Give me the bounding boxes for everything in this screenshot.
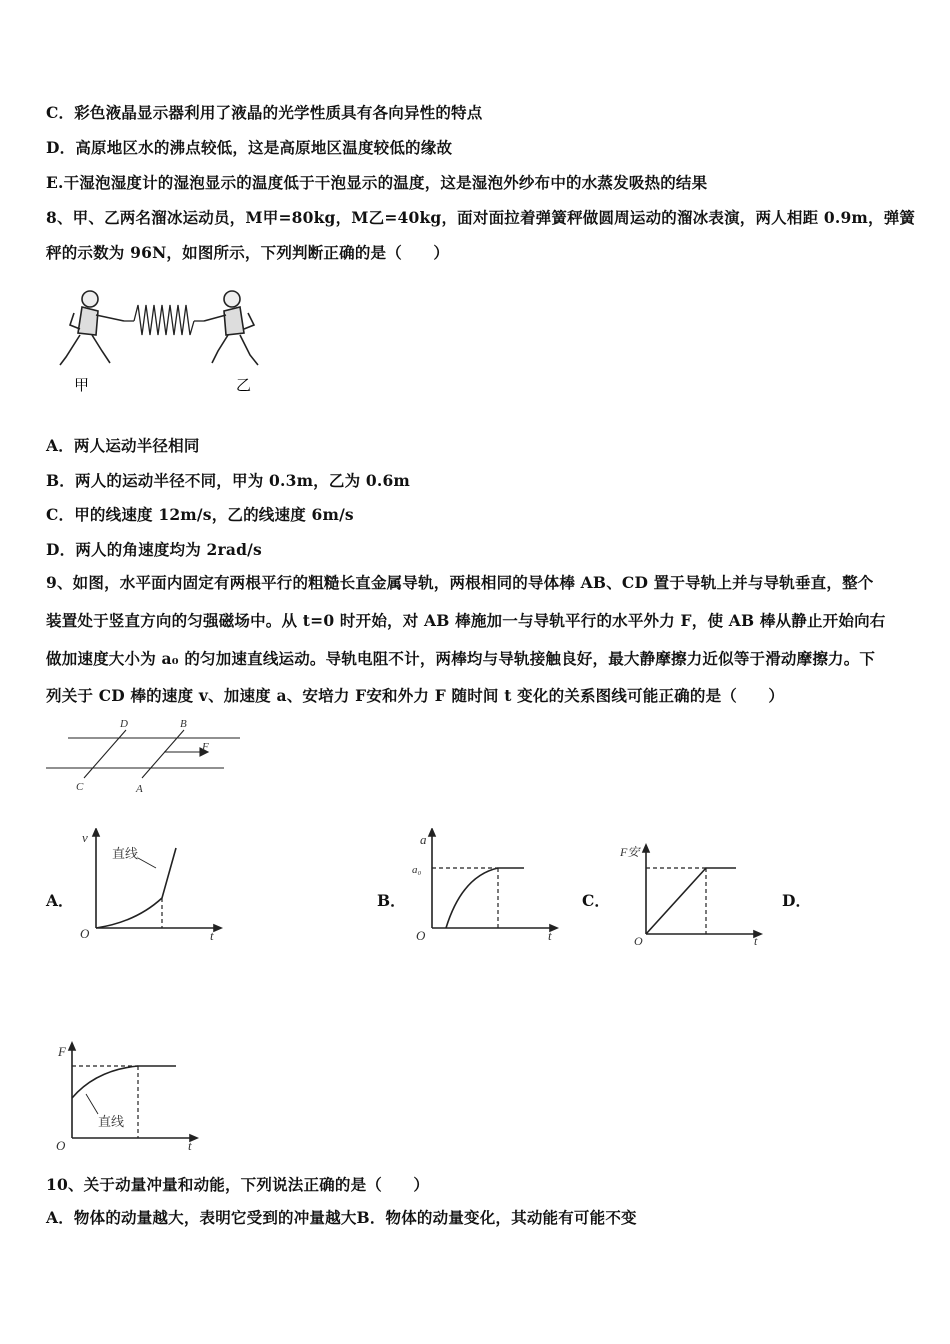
label-f: F: [202, 741, 209, 753]
note-straight-line: 直线: [98, 1114, 125, 1129]
graph-a: [76, 828, 226, 940]
q10-options-ab: A．物体的动量越大，表明它受到的冲量越大B．物体的动量变化，其动能有可能不变: [46, 1208, 637, 1227]
graph-c: [616, 842, 776, 947]
axis-t: t: [210, 928, 214, 940]
axis-v: v: [82, 830, 88, 845]
rails-figure: [44, 716, 244, 798]
axis-f: F: [58, 1044, 66, 1059]
curve-d: [72, 1066, 176, 1098]
q8-stem-line2: 秤的示数为 96N，如图所示，下列判断正确的是（ ）: [46, 243, 450, 262]
rod-ab: [142, 730, 184, 778]
origin: O: [80, 926, 90, 940]
curve-c: [646, 868, 736, 934]
origin: O: [416, 928, 426, 943]
origin: O: [634, 934, 643, 947]
axis-a: a: [420, 832, 427, 847]
q7-option-e: E.干湿泡湿度计的湿泡显示的温度低于干泡显示的温度，这是湿泡外纱布中的水蒸发吸热的结果: [46, 173, 708, 192]
axis-t: t: [754, 934, 758, 947]
option-d-label: D．: [782, 891, 811, 910]
q10-stem: 10、关于动量冲量和动能，下列说法正确的是（ ）: [46, 1175, 430, 1194]
q8-stem-line1: 8、甲、乙两名溜冰运动员，M甲=80kg，M乙=40kg，面对面拉着弹簧秤做圆周运动的溜冰表演，两人相距 0.9m，弹簧: [46, 208, 916, 227]
mark-a0: a₀: [412, 864, 422, 876]
q8-option-c: C．甲的线速度 12m/s，乙的线速度 6m/s: [46, 505, 354, 524]
q8-option-d: D．两人的角速度均为 2rad/s: [46, 540, 262, 559]
graph-b: [412, 828, 562, 943]
q7-option-c: C．彩色液晶显示器利用了液晶的光学性质具有各向异性的特点: [46, 103, 483, 122]
rod-cd: [84, 730, 126, 778]
option-c-label: C．: [582, 891, 610, 910]
option-a-label: A．: [46, 891, 74, 910]
q9-stem-line2: 装置处于竖直方向的匀强磁场中。从 t=0 时开始，对 AB 棒施加一与导轨平行的水平外力 F，使 AB 棒从静止开始向右: [46, 611, 886, 630]
origin: O: [56, 1138, 66, 1152]
q8-option-b: B．两人的运动半径不同，甲为 0.3m，乙为 0.6m: [46, 471, 411, 490]
skaters-figure: [52, 285, 272, 395]
skater-right-icon: [204, 291, 258, 365]
label-a: A: [136, 783, 143, 795]
curve-b: [446, 868, 524, 928]
skater-left-icon: [60, 291, 124, 365]
option-b-label: B．: [377, 891, 406, 910]
label-b: B: [180, 718, 187, 730]
axis-t: t: [188, 1138, 192, 1152]
label-c: C: [76, 781, 84, 793]
label-d: D: [120, 718, 128, 730]
axis-f-an: F安: [620, 845, 640, 859]
q7-option-d: D．高原地区水的沸点较低，这是高原地区温度较低的缘故: [46, 138, 453, 157]
q9-stem-line1: 9、如图，水平面内固定有两根平行的粗糙长直金属导轨，两根相同的导体棒 AB、CD 置于导轨上并与导轨垂直，整个: [46, 573, 874, 592]
note-straight-line: 直线: [112, 846, 139, 861]
axis-t: t: [548, 928, 552, 943]
spring-scale-icon: [124, 305, 204, 335]
q9-stem-line4: 列关于 CD 棒的速度 v、加速度 a、安培力 F安和外力 F 随时间 t 变化的关系图线可能正确的是（ ）: [46, 686, 785, 705]
label-yi: 乙: [236, 378, 252, 394]
q9-stem-line3: 做加速度大小为 a₀ 的匀加速直线运动。导轨电阻不计，两棒均与导轨接触良好，最大静摩擦力近似等于滑动摩擦力。下: [46, 649, 876, 668]
q8-option-a: A．两人运动半径相同: [46, 436, 200, 455]
label-jia: 甲: [74, 378, 90, 394]
graph-d: [52, 1040, 212, 1152]
